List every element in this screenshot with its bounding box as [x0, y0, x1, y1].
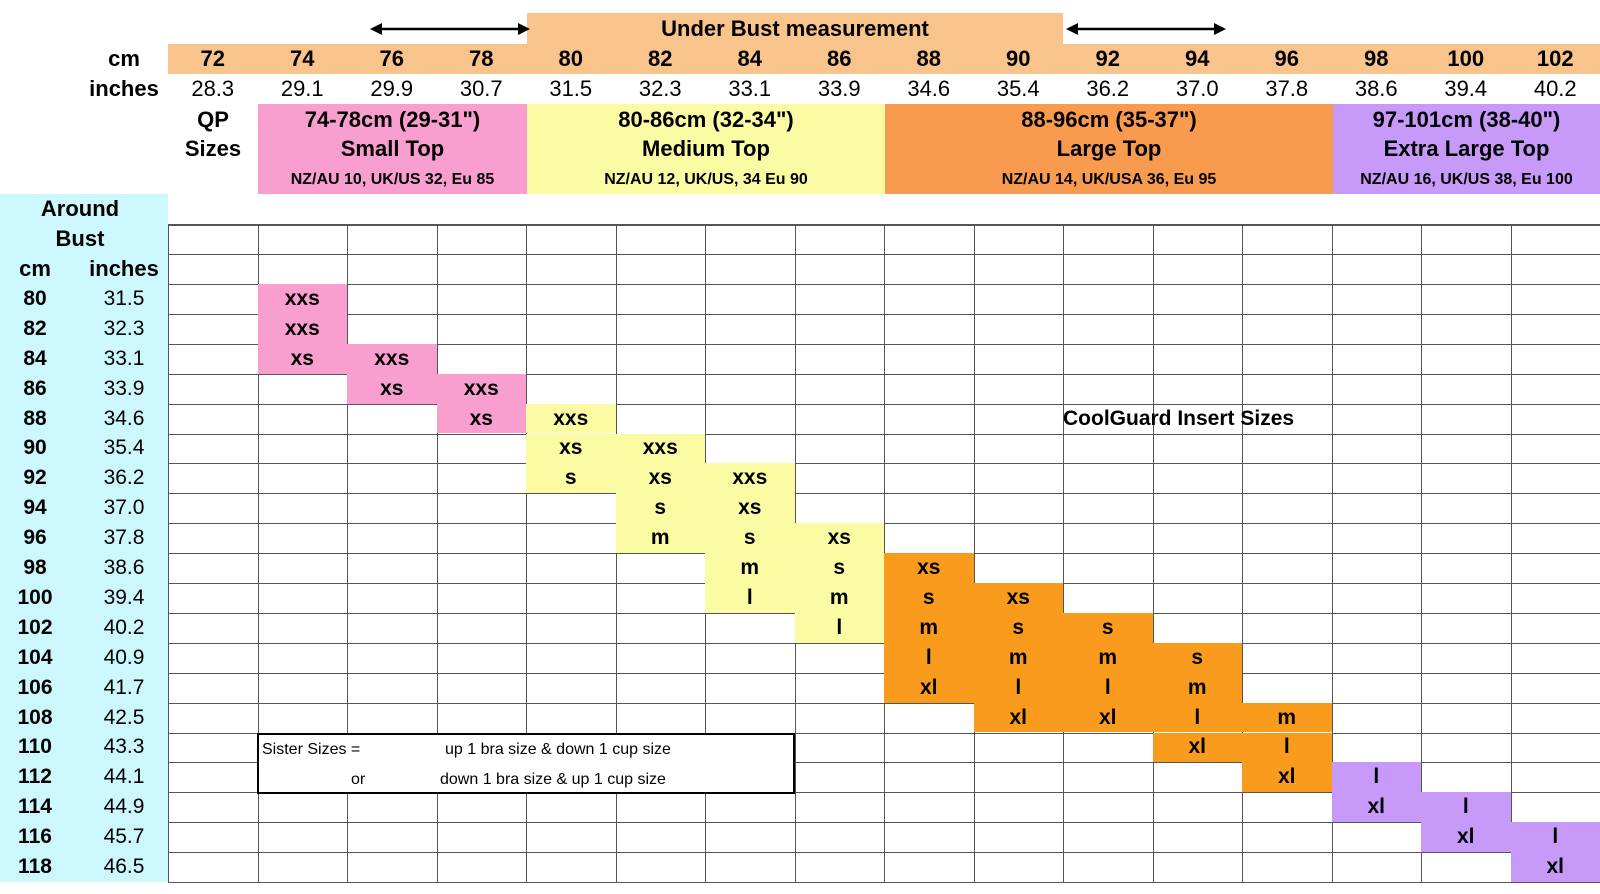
around-bust-line1: Around — [40, 196, 120, 221]
group-equivalents: NZ/AU 16, UK/US 38, Eu 100 — [1360, 170, 1573, 188]
around-bust-inches-44.1: 44.1 — [103, 765, 145, 789]
insert-size-cell: l — [795, 613, 885, 643]
qp-sizes-line2: Sizes — [184, 136, 242, 161]
grid-hline — [168, 882, 1600, 883]
under-bust-cm-82: 82 — [648, 46, 673, 71]
under-bust-cm-88: 88 — [916, 46, 941, 71]
insert-size-cell: xs — [258, 344, 348, 374]
insert-size-cell: xs — [974, 583, 1064, 613]
sister-sizes-or: or — [351, 771, 366, 788]
insert-size-cell: l — [974, 673, 1064, 703]
grid-hline — [168, 463, 1600, 464]
under-bust-inches-38.6: 38.6 — [1354, 76, 1398, 101]
cm-label: cm — [108, 46, 140, 71]
around-bust-label — [0, 194, 160, 254]
group-equivalents: NZ/AU 12, UK/US, 34 Eu 90 — [604, 170, 808, 188]
around-bust-inches-37.0: 37.0 — [103, 496, 145, 520]
insert-size-cell: xs — [795, 523, 885, 553]
group-name: Medium Top — [642, 135, 770, 161]
under-bust-inches-36.2: 36.2 — [1086, 76, 1130, 101]
grid-hline — [168, 254, 1600, 255]
insert-size-cell: l — [1242, 733, 1332, 763]
insert-size-cell: s — [884, 583, 974, 613]
insert-size-cell: s — [705, 523, 795, 553]
around-bust-cm-90: 90 — [23, 436, 47, 460]
around-bust-cm-84: 84 — [23, 346, 47, 370]
around-bust-cm-88: 88 — [23, 406, 47, 430]
insert-size-cell: l — [1421, 792, 1511, 822]
under-bust-cm-90: 90 — [1006, 46, 1031, 71]
under-bust-inches-33.1: 33.1 — [728, 76, 772, 101]
insert-size-cell: l — [884, 643, 974, 673]
sister-sizes-label: Sister Sizes = — [262, 741, 361, 758]
around-bust-cm-label: cm — [19, 256, 51, 281]
insert-size-cell: s — [616, 493, 706, 523]
insert-size-cell: xs — [437, 404, 527, 434]
insert-size-cell: xs — [616, 463, 706, 493]
around-bust-cm-104: 104 — [17, 645, 53, 669]
insert-size-cell: l — [705, 583, 795, 613]
around-bust-inches-label: inches — [89, 256, 159, 281]
group-name: Small Top — [340, 135, 445, 161]
insert-size-cell: l — [1153, 703, 1243, 733]
under-bust-cm-80: 80 — [558, 46, 583, 71]
under-bust-inches-37.8: 37.8 — [1265, 76, 1309, 101]
insert-size-cell: m — [705, 553, 795, 583]
insert-size-cell: xl — [1421, 822, 1511, 852]
grid-hline — [168, 703, 1600, 704]
title-band — [527, 13, 1063, 44]
group-equivalents: NZ/AU 10, UK/US 32, Eu 85 — [290, 170, 495, 188]
insert-size-cell: s — [1153, 643, 1243, 673]
under-bust-cm-78: 78 — [469, 46, 494, 71]
group-range: 88-96cm (35-37") — [1021, 106, 1197, 132]
grid-hline — [168, 224, 1600, 226]
insert-size-cell: m — [974, 643, 1064, 673]
insert-size-cell: xl — [1153, 733, 1243, 763]
qp-sizes-line1: QP — [197, 107, 229, 132]
around-bust-cm-116: 116 — [18, 825, 52, 849]
under-bust-cm-102: 102 — [1536, 46, 1574, 71]
around-bust-cm-108: 108 — [17, 705, 53, 729]
around-bust-inches-33.9: 33.9 — [103, 376, 145, 400]
grid-hline — [168, 404, 1600, 405]
page-title: Under Bust measurement — [661, 15, 929, 41]
grid-hline — [168, 314, 1600, 315]
right-arrow-icon — [1066, 18, 1226, 40]
group-name: Large Top — [1056, 135, 1162, 161]
around-bust-cm-92: 92 — [23, 466, 47, 490]
group-range: 80-86cm (32-34") — [618, 106, 794, 132]
insert-size-cell: m — [1063, 643, 1153, 673]
around-bust-cm-94: 94 — [23, 496, 47, 520]
around-bust-cm-100: 100 — [17, 585, 53, 609]
around-bust-cm-102: 102 — [17, 615, 53, 639]
under-bust-inches-28.3: 28.3 — [191, 76, 235, 101]
around-bust-inches-35.4: 35.4 — [103, 436, 145, 460]
qp-sizes-label — [168, 104, 258, 164]
under-bust-inches-29.9: 29.9 — [370, 76, 414, 101]
insert-size-cell: l — [1511, 822, 1600, 852]
insert-size-cell: m — [884, 613, 974, 643]
group-range: 74-78cm (29-31") — [304, 106, 481, 132]
insert-size-cell: m — [616, 523, 706, 553]
insert-size-cell: xl — [1242, 762, 1332, 792]
under-bust-cm-74: 74 — [290, 46, 315, 71]
under-bust-inches-39.4: 39.4 — [1444, 76, 1488, 101]
around-bust-inches-45.7: 45.7 — [103, 825, 145, 849]
insert-size-cell: s — [795, 553, 885, 583]
under-bust-inches-35.4: 35.4 — [996, 76, 1040, 101]
under-bust-inches-33.9: 33.9 — [817, 76, 861, 101]
under-bust-inches-40.2: 40.2 — [1533, 76, 1577, 101]
under-bust-cm-92: 92 — [1095, 46, 1120, 71]
around-bust-inches-34.6: 34.6 — [103, 406, 145, 430]
under-bust-cm-86: 86 — [827, 46, 852, 71]
around-bust-cm-106: 106 — [17, 675, 53, 699]
insert-size-cell: xxs — [258, 284, 348, 314]
around-bust-cm-118: 118 — [18, 855, 52, 879]
around-bust-inches-40.2: 40.2 — [103, 615, 145, 639]
insert-size-cell: xxs — [526, 404, 616, 434]
under-bust-cm-94: 94 — [1185, 46, 1210, 71]
insert-sizes-label: CoolGuard Insert Sizes — [1063, 407, 1295, 430]
under-bust-inches-29.1: 29.1 — [280, 76, 324, 101]
under-bust-cm-98: 98 — [1364, 46, 1389, 71]
insert-size-cell: xs — [347, 374, 437, 404]
inches-label: inches — [89, 76, 159, 101]
under-bust-inches-32.3: 32.3 — [638, 76, 682, 101]
group-equivalents: NZ/AU 14, UK/USA 36, Eu 95 — [1001, 170, 1217, 188]
around-bust-inches-36.2: 36.2 — [103, 466, 145, 490]
insert-size-cell: l — [1063, 673, 1153, 703]
insert-size-cell: xl — [1511, 852, 1600, 882]
insert-size-cell: xxs — [616, 434, 706, 464]
insert-size-cell: xl — [1332, 792, 1422, 822]
around-bust-inches-39.4: 39.4 — [103, 585, 145, 609]
insert-size-cell: xxs — [258, 314, 348, 344]
insert-size-cell: xl — [884, 673, 974, 703]
grid-hline — [168, 493, 1600, 494]
around-bust-cm-110: 110 — [18, 735, 52, 759]
grid-hline — [168, 523, 1600, 524]
under-bust-inches-30.7: 30.7 — [459, 76, 503, 101]
around-bust-inches-37.8: 37.8 — [103, 526, 145, 550]
under-bust-inches-31.5: 31.5 — [549, 76, 593, 101]
around-bust-inches-42.5: 42.5 — [103, 705, 145, 729]
insert-size-cell: xl — [974, 703, 1064, 733]
around-bust-inches-38.6: 38.6 — [103, 556, 145, 580]
around-bust-inches-32.3: 32.3 — [103, 316, 145, 340]
grid-hline — [168, 852, 1600, 853]
around-bust-inches-31.5: 31.5 — [103, 286, 145, 310]
insert-size-cell: m — [1153, 673, 1243, 703]
around-bust-inches-44.9: 44.9 — [103, 795, 145, 819]
around-bust-inches-43.3: 43.3 — [103, 735, 145, 759]
around-bust-cm-114: 114 — [18, 795, 52, 819]
around-bust-cm-82: 82 — [23, 316, 47, 340]
sister-sizes-line2: down 1 bra size & up 1 cup size — [440, 771, 666, 788]
insert-size-cell: s — [526, 463, 616, 493]
grid-hline — [168, 434, 1600, 435]
around-bust-cm-96: 96 — [23, 526, 47, 550]
insert-size-cell: l — [1332, 762, 1422, 792]
around-bust-inches-33.1: 33.1 — [103, 346, 145, 370]
under-bust-cm-84: 84 — [737, 46, 762, 71]
insert-size-cell: s — [1063, 613, 1153, 643]
around-bust-cm-112: 112 — [18, 765, 52, 789]
insert-size-cell: m — [1242, 703, 1332, 733]
around-bust-inches-40.9: 40.9 — [103, 645, 145, 669]
group-name: Extra Large Top — [1383, 135, 1550, 161]
insert-size-cell: xs — [526, 434, 616, 464]
insert-size-cell: xs — [884, 553, 974, 583]
around-bust-inches-46.5: 46.5 — [103, 855, 145, 879]
insert-size-cell: xxs — [705, 463, 795, 493]
insert-size-cell: xxs — [347, 344, 437, 374]
around-bust-cm-80: 80 — [23, 286, 47, 310]
under-bust-inches-37.0: 37.0 — [1175, 76, 1219, 101]
insert-size-cell: s — [974, 613, 1064, 643]
group-medium-top — [527, 104, 885, 194]
around-bust-cm-98: 98 — [23, 556, 47, 580]
around-bust-inches-41.7: 41.7 — [103, 675, 145, 699]
under-bust-cm-76: 76 — [379, 46, 404, 71]
under-bust-cm-96: 96 — [1274, 46, 1299, 71]
insert-size-cell: xl — [1063, 703, 1153, 733]
group-extra-large-top — [1333, 104, 1600, 194]
under-bust-cm-72: 72 — [200, 46, 225, 71]
under-bust-inches-34.6: 34.6 — [907, 76, 951, 101]
sister-sizes-line1: up 1 bra size & down 1 cup size — [445, 741, 671, 758]
around-bust-cm-86: 86 — [23, 376, 47, 400]
under-bust-cm-100: 100 — [1447, 46, 1485, 71]
insert-size-cell: xs — [705, 493, 795, 523]
insert-size-cell: xxs — [437, 374, 527, 404]
left-arrow-icon — [370, 18, 530, 40]
group-large-top — [885, 104, 1333, 194]
around-bust-line2: Bust — [55, 226, 105, 251]
group-range: 97-101cm (38-40") — [1372, 106, 1561, 132]
insert-size-cell: m — [795, 583, 885, 613]
group-small-top — [258, 104, 527, 194]
grid-hline — [168, 284, 1600, 285]
